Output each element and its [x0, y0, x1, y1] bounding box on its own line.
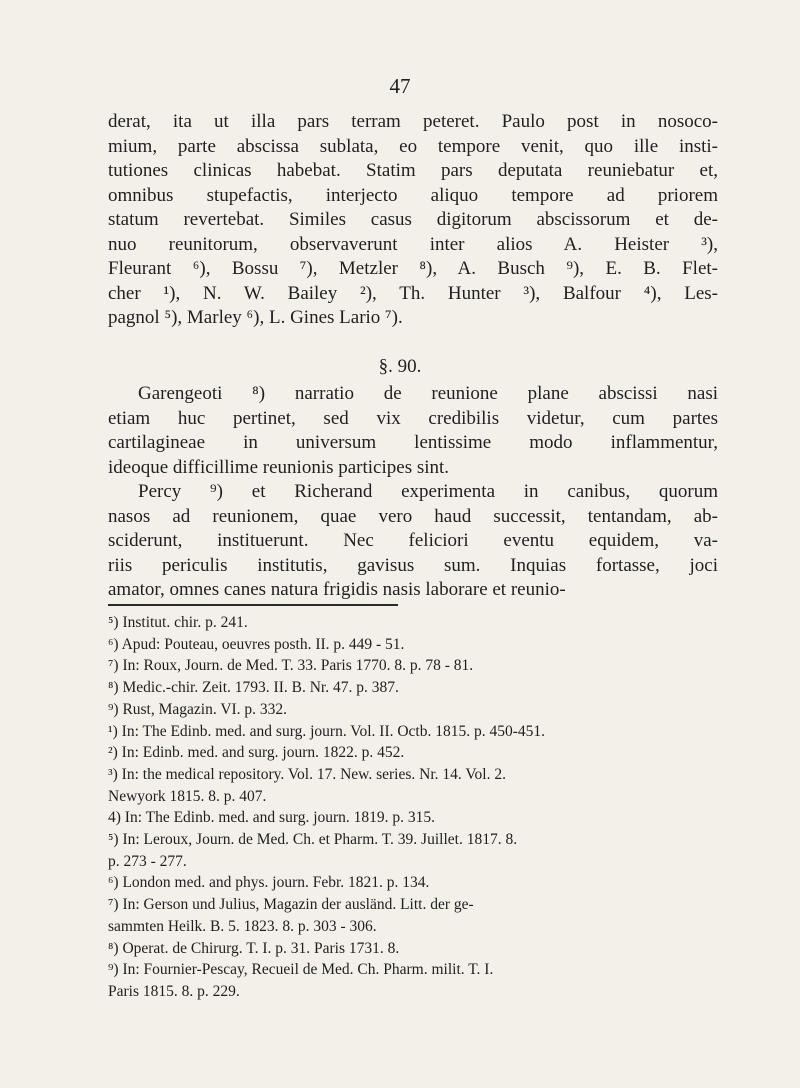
- footnote-line: ⁹) Rust, Magazin. VI. p. 332.: [108, 700, 288, 718]
- footnote-line: ⁶) London med. and phys. journ. Febr. 1821. p. 134.: [108, 874, 430, 892]
- text-line: pagnol ⁵), Marley ⁶), L. Gines Lario ⁷).: [108, 307, 403, 328]
- footnote-line: sammten Heilk. B. 5. 1823. 8. p. 303 - 306.: [108, 917, 377, 935]
- text-line: tutiones clinicas habebat. Statim pars deputata reuniebatur et,: [108, 160, 718, 181]
- footnote-line: 4) In: The Edinb. med. and surg. journ. 1819. p. 315.: [108, 809, 436, 827]
- text-line: sciderunt, instituerunt. Nec feliciori eventu equidem, va-: [108, 530, 718, 551]
- footnote-line: ⁸) Operat. de Chirurg. T. I. p. 31. Paris 1731. 8.: [108, 939, 400, 957]
- text-line: statum revertebat. Similes casus digitorum abscissorum et de-: [108, 209, 718, 230]
- footnote-line: ⁸) Medic.-chir. Zeit. 1793. II. B. Nr. 47. p. 387.: [108, 679, 399, 697]
- text-line: nasos ad reunionem, quae vero haud successit, tentandam, ab-: [108, 505, 718, 527]
- main-text-block-2: [108, 382, 718, 603]
- text-line: cartilagineae in universum lentissime modo inflammentur,: [108, 432, 718, 453]
- text-line: Fleurant ⁶), Bossu ⁷), Metzler ⁸), A. Busch ⁹), E. B. Flet-: [108, 258, 718, 279]
- text-line: riis periculis institutis, gavisus sum. Inquias fortasse, joci: [108, 554, 718, 576]
- footnote-line: ⁶) Apud: Pouteau, oeuvres posth. II. p. 449 - 51.: [108, 635, 405, 653]
- main-text-block-1: [108, 110, 718, 331]
- footnote-line: ⁷) In: Gerson und Julius, Magazin der ausländ. Litt. der ge-: [108, 896, 474, 914]
- section-heading: §. 90.: [378, 356, 422, 377]
- footnote-line: ²) In: Edinb. med. and surg. journ. 1822. p. 452.: [108, 744, 405, 762]
- footnote-line: p. 273 - 277.: [108, 852, 187, 870]
- text-line: derat, ita ut illa pars terram peteret. Paulo post in nosoco-: [108, 111, 718, 132]
- text-line: cher ¹), N. W. Bailey ²), Th. Hunter ³), Balfour ⁴), Les-: [108, 282, 718, 304]
- footnote-line: ⁵) In: Leroux, Journ. de Med. Ch. et Pharm. T. 39. Juillet. 1817. 8.: [108, 831, 518, 849]
- footnote-line: Newyork 1815. 8. p. 407.: [108, 787, 267, 805]
- footnote-line: ¹) In: The Edinb. med. and surg. journ. Vol. II. Octb. 1815. p. 450-451.: [108, 722, 546, 740]
- text-line: etiam huc pertinet, sed vix credibilis videtur, cum partes: [108, 407, 718, 429]
- text-line: amator, omnes canes natura frigidis nasis laborare et reunio-: [108, 579, 566, 600]
- footnote-line: ⁷) In: Roux, Journ. de Med. T. 33. Paris 1770. 8. p. 78 - 81.: [108, 657, 474, 675]
- footnote-divider: [108, 604, 398, 606]
- footnote-line: ⁹) In: Fournier-Pescay, Recueil de Med. Ch. Pharm. milit. T. I.: [108, 961, 494, 979]
- footnote-line: Paris 1815. 8. p. 229.: [108, 982, 240, 1000]
- text-line: nuo reunitorum, observaverunt inter alios A. Heister ³),: [108, 233, 718, 255]
- text-line: omnibus stupefactis, interjecto aliquo tempore ad priorem: [108, 184, 718, 206]
- text-line: ideoque difficillime reunionis participes sint.: [108, 456, 450, 478]
- footnotes-block: [108, 612, 718, 1003]
- text-line: mium, parte abscissa sublata, eo tempore venit, quo ille insti-: [108, 135, 718, 157]
- footnote-line: ³) In: the medical repository. Vol. 17. New. series. Nr. 14. Vol. 2.: [108, 765, 506, 783]
- page-number: 47: [389, 74, 411, 98]
- text-line: Garengeoti ⁸) narratio de reunione plane abscissi nasi: [138, 383, 718, 404]
- text-line: Percy ⁹) et Richerand experimenta in canibus, quorum: [138, 481, 718, 502]
- footnote-line: ⁵) Institut. chir. p. 241.: [108, 614, 248, 631]
